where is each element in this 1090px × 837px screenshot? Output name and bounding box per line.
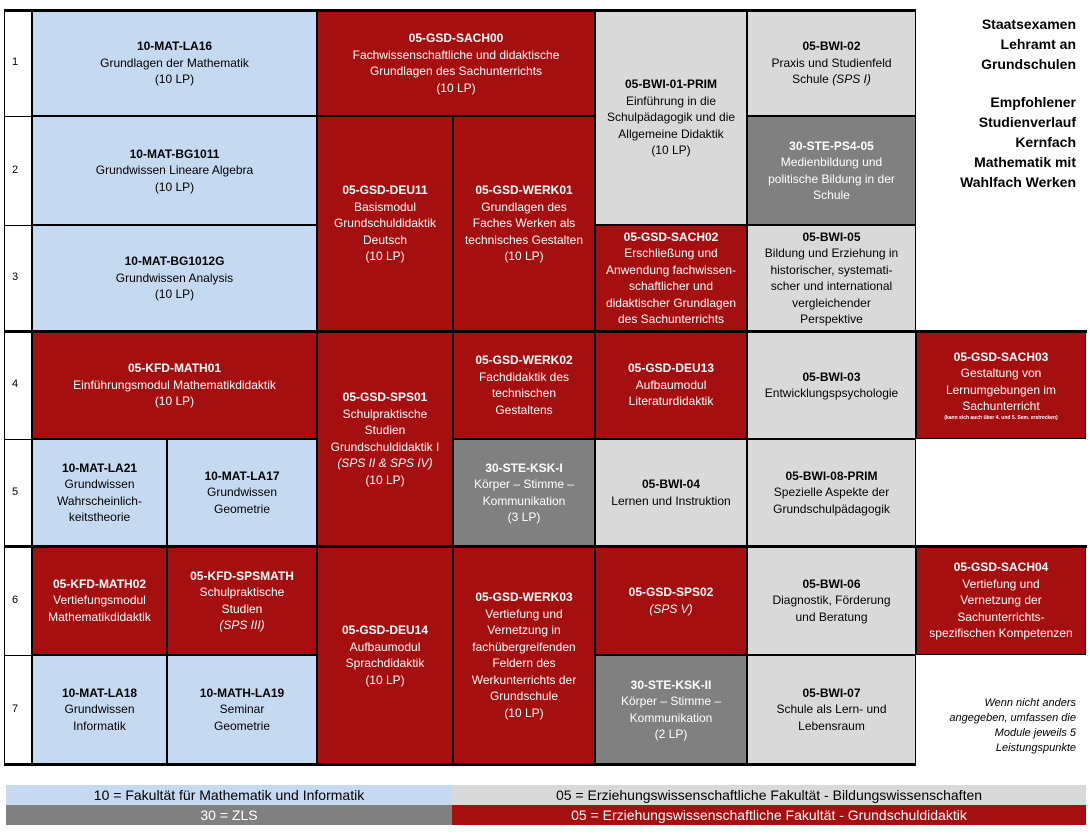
module-line: Vertiefung und: [962, 576, 1040, 591]
module-line: Grundwissen Lineare Algebra: [95, 163, 254, 178]
legend-item: 10 = Fakultät für Mathematik und Informatik: [6, 785, 452, 805]
module-code: 05-BWI-08-PRIM: [785, 468, 878, 483]
module-code: 10-MAT-LA17: [204, 468, 280, 483]
module-line: Vertiefung und: [485, 606, 563, 621]
module-code: 05-BWI-06: [802, 576, 861, 591]
module-line: Studien: [221, 601, 263, 616]
module-code: 05-GSD-SACH00: [408, 31, 504, 45]
module-line: Sprachdidaktik: [345, 656, 425, 670]
module-line: (10 LP): [504, 705, 544, 720]
side-title-line: Grundschulen: [981, 56, 1076, 72]
module-code: 05-GSD-SACH02: [623, 229, 719, 244]
module-line: (10 LP): [365, 249, 405, 264]
module-line: Seminar: [219, 702, 265, 717]
module-line: Basismodul: [353, 199, 417, 214]
module-code: 05-KFD-MATH01: [127, 361, 222, 376]
module-line: (10 LP): [154, 394, 195, 409]
module-line: Informatik: [73, 718, 126, 733]
module-line: Grundschule: [489, 689, 559, 703]
module-line: Feldern des: [492, 656, 556, 670]
semester-number: 6: [11, 593, 19, 606]
module-code: 05-GSD-DEU11: [342, 183, 428, 198]
module-bwi-04: [595, 439, 747, 546]
module-line: (10 LP): [365, 472, 405, 487]
side-title-line: Empfohlener: [990, 94, 1076, 110]
module-note: (kann sich auch über 4. und 5. Sem. erstrecken): [944, 414, 1058, 421]
module-line: Schulpraktische: [199, 585, 285, 599]
module-line: Perspektive: [800, 312, 863, 326]
grid-line-horizontal: [4, 763, 916, 766]
module-line: Grundwissen: [206, 485, 278, 500]
module-line: und Beratung: [795, 609, 868, 624]
module-line: Vertiefungsmodul: [53, 593, 146, 608]
module-code: 10-MATH-LA19: [199, 685, 285, 700]
module-line: Diagnostik, Förderung: [772, 593, 891, 608]
module-line: Grundwissen: [64, 477, 135, 491]
module-line: Körper – Stimme –: [473, 477, 575, 491]
module-code: 05-KFD-MATH02: [52, 576, 147, 591]
module-line: scher und international: [770, 279, 893, 293]
module-italic: (SPS I): [832, 72, 871, 87]
module-code: 05-GSD-WERK03: [475, 590, 573, 604]
module-line: Schule (SPS I): [792, 72, 871, 87]
module-code: 05-GSD-WERK02: [475, 353, 573, 367]
module-italic: (SPS V): [649, 601, 693, 616]
module-code: 30-STE-PS4-05: [789, 138, 874, 153]
side-title-line: Lehramt an: [1000, 36, 1076, 52]
side-note: Wenn nicht anders angegeben, umfassen die Module jeweils 5 Leistungspunkte: [949, 697, 1076, 754]
module-line: Grundlagen des Sachunterrichts: [369, 64, 543, 78]
module-bwi-06: [747, 546, 916, 655]
module-line: Gestaltens: [495, 402, 553, 417]
module-line: Lernumgebungen im: [945, 382, 1057, 397]
module-line: Faches Werken als: [472, 216, 576, 231]
grid-line-horizontal: [4, 439, 32, 440]
module-code: 05-BWI-04: [641, 477, 700, 491]
module-line: Mathematikdidaktik: [48, 609, 151, 624]
module-bwi-01-prim: [595, 10, 747, 225]
module-line: schaftlicher und: [628, 279, 714, 293]
module-code: 05-KFD-SPSMATH: [190, 568, 294, 583]
module-line: (2 LP): [654, 727, 688, 741]
module-line: Sachunterricht: [962, 399, 1040, 413]
module-line: (10 LP): [504, 249, 544, 264]
module-bwi-07: [747, 655, 916, 764]
module-line: Schule: [813, 188, 850, 202]
side-title-line: Wahlfach Werken: [960, 174, 1076, 190]
module-line: Schule als Lern- und: [776, 702, 887, 717]
module-mat-la21: [32, 439, 167, 546]
module-line: Allgemeine Didaktik: [618, 126, 724, 141]
grid-line-horizontal: [4, 116, 32, 117]
module-line: Kommunikation: [629, 710, 713, 725]
module-line: Anwendung fachwissen-: [605, 262, 737, 277]
module-line: (10 LP): [154, 179, 195, 194]
module-line: didaktischer Grundlagen: [605, 295, 737, 310]
grid-line-horizontal: [4, 655, 32, 656]
semester-number: 2: [11, 163, 19, 176]
semester-number: 4: [11, 378, 19, 390]
module-line: Grundschulpädagogik: [773, 501, 890, 516]
module-mat-la18: [32, 655, 167, 764]
module-mat-bg1011: [32, 116, 317, 225]
legend-item: 05 = Erziehungswissenschaftliche Fakultät - Bildungswissenschaften: [452, 785, 1086, 805]
module-code: 30-STE-KSK-II: [630, 677, 712, 692]
side-title-line: Kernfach: [1015, 134, 1076, 150]
module-line: Gestaltung von: [960, 366, 1042, 380]
semester-number: 1: [11, 56, 19, 68]
module-gsd-sach04: [916, 546, 1086, 655]
module-code: 05-BWI-02: [802, 39, 861, 54]
legend-item: 05 = Erziehungswissenschaftliche Fakultät - Grundschuldidaktik: [452, 805, 1086, 825]
module-line: Erschließung und: [624, 246, 718, 260]
module-line: Fachwissenschaftliche und didaktische: [352, 47, 560, 62]
module-line: Geometrie: [213, 718, 271, 733]
module-line: Schulpädagogik und die: [606, 110, 736, 125]
module-gsd-werk01: [453, 116, 595, 331]
module-line: keitstheorie: [68, 510, 131, 524]
grid-line-horizontal: [4, 225, 32, 226]
module-line: Deutsch: [362, 232, 408, 247]
module-bwi-02: [747, 10, 916, 116]
module-code: 10-MAT-LA18: [61, 685, 138, 700]
module-gsd-sps02: [595, 546, 747, 655]
module-line: fachübergreifenden: [472, 639, 576, 654]
module-line: Fachdidaktik des: [478, 369, 570, 384]
module-line: Grundwissen: [64, 702, 135, 717]
module-line: Literaturdidaktik: [628, 394, 714, 409]
module-line: Medienbildung und: [780, 155, 883, 169]
module-line: Grundschuldidaktik I: [330, 439, 440, 454]
semester-number: 7: [11, 702, 19, 715]
module-line: Wahrscheinlich-: [57, 493, 142, 508]
grid-line-horizontal: [4, 330, 1087, 333]
module-line: (10 LP): [365, 672, 405, 687]
module-line: (10 LP): [436, 80, 476, 95]
module-code: 05-BWI-07: [802, 685, 861, 700]
module-line: vergleichender: [792, 295, 871, 310]
side-title-line: Studienverlauf: [978, 114, 1076, 130]
module-line: Schulpraktische: [342, 406, 428, 421]
module-gsd-deu11: [317, 116, 453, 331]
module-line: Grundlagen der Mathematik: [100, 55, 249, 70]
module-kfd-math01: [32, 331, 317, 439]
module-mat-la16: [32, 10, 317, 116]
module-ste-ksk-i: [453, 439, 595, 546]
module-ste-ps4-05: [747, 116, 916, 225]
module-code: 05-BWI-01-PRIM: [624, 77, 717, 92]
module-code: 10-MAT-BG1012G: [124, 254, 225, 269]
module-line: Lebensraum: [798, 718, 865, 733]
grid-line-horizontal: [4, 545, 1087, 548]
module-bwi-05: [747, 225, 916, 331]
module-line: Bildung und Erziehung in: [764, 246, 899, 260]
module-line: Geometrie: [213, 501, 271, 516]
module-code: 05-GSD-DEU14: [341, 623, 429, 637]
module-line: historischer, systemati-: [770, 262, 893, 277]
module-line: Studien: [364, 423, 406, 437]
module-math-la19: [167, 655, 317, 764]
module-mat-la17: [167, 439, 317, 546]
module-mat-bg1012g: [32, 225, 317, 331]
module-italic: (SPS II & SPS IV): [337, 456, 433, 470]
module-line: Einführungsmodul Mathematikdidaktik: [73, 377, 276, 392]
module-gsd-werk02: [453, 331, 595, 439]
module-kfd-spsmath: [167, 546, 317, 655]
module-code: 10-MAT-BG1011: [129, 146, 220, 161]
module-line: Grundwissen Analysis: [115, 270, 234, 285]
module-code: 10-MAT-LA21: [61, 460, 138, 475]
grid-line-horizontal: [4, 9, 916, 12]
module-line: politische Bildung in der: [768, 171, 895, 186]
module-code: 05-GSD-DEU13: [627, 361, 715, 376]
module-line: Sachunterrichts-: [957, 609, 1045, 624]
module-line: technischen: [491, 386, 557, 400]
module-bwi-03: [747, 331, 916, 439]
module-gsd-deu14: [317, 546, 453, 764]
module-bwi-08-prim: [747, 439, 916, 546]
module-line: (10 LP): [154, 287, 195, 302]
module-line: spezifischen Kompetenzen: [929, 626, 1073, 641]
module-gsd-sach00: [317, 10, 595, 116]
module-code: 10-MAT-LA16: [136, 39, 213, 54]
module-line: Aufbaumodul: [635, 377, 707, 392]
module-line: technisches Gestalten: [464, 232, 584, 247]
side-title: [924, 14, 1076, 192]
module-gsd-sach03: [916, 331, 1086, 439]
module-line: (10 LP): [154, 72, 195, 87]
module-line: Kommunikation: [482, 493, 566, 508]
module-code: 05-GSD-SPS01: [342, 390, 428, 404]
module-code: 05-GSD-WERK01: [475, 183, 573, 198]
semester-number: 5: [11, 485, 19, 498]
module-gsd-sach02: [595, 225, 747, 331]
side-title-line: Staatsexamen: [981, 16, 1076, 32]
module-line: Einführung in die: [625, 93, 717, 108]
module-line: (10 LP): [651, 143, 691, 158]
module-line: Grundschuldidaktik: [333, 216, 437, 231]
module-line: (3 LP): [507, 510, 541, 524]
module-code: 05-GSD-SACH04: [953, 560, 1049, 575]
module-kfd-math02: [32, 546, 167, 655]
module-code: 30-STE-KSK-I: [485, 460, 563, 475]
module-code: 05-BWI-05: [802, 229, 861, 244]
module-gsd-werk03: [453, 546, 595, 764]
module-code: 05-GSD-SACH03: [953, 349, 1049, 364]
grid-line-vertical: [31, 10, 33, 764]
module-line: Werkunterrichts der: [471, 672, 577, 687]
module-line: Grundlagen des: [481, 199, 567, 214]
module-line: Spezielle Aspekte der: [773, 485, 890, 500]
side-title-line: [924, 74, 1076, 92]
semester-number: 3: [11, 271, 19, 283]
module-italic: (SPS III): [219, 618, 265, 632]
module-line: Entwicklungspsychologie: [764, 386, 899, 400]
module-gsd-sps01: [317, 331, 453, 546]
module-line: Lernen und Instruktion: [611, 493, 731, 508]
module-line: des Sachunterrichts: [617, 312, 725, 326]
side-title-line: Mathematik mit: [974, 154, 1076, 170]
module-code: 05-GSD-SPS02: [628, 585, 714, 599]
module-code: 05-BWI-03: [802, 369, 861, 384]
module-gsd-deu13: [595, 331, 747, 439]
module-line: Vernetzung der: [960, 593, 1042, 608]
module-line: Praxis und Studienfeld: [771, 55, 892, 70]
module-line: Vernetzung in: [487, 623, 561, 637]
module-ste-ksk-ii: [595, 655, 747, 764]
module-line: Körper – Stimme –: [620, 694, 722, 708]
legend-item: 30 = ZLS: [6, 805, 452, 825]
module-line: Aufbaumodul: [349, 639, 421, 654]
grid-line-vertical: [4, 10, 5, 764]
